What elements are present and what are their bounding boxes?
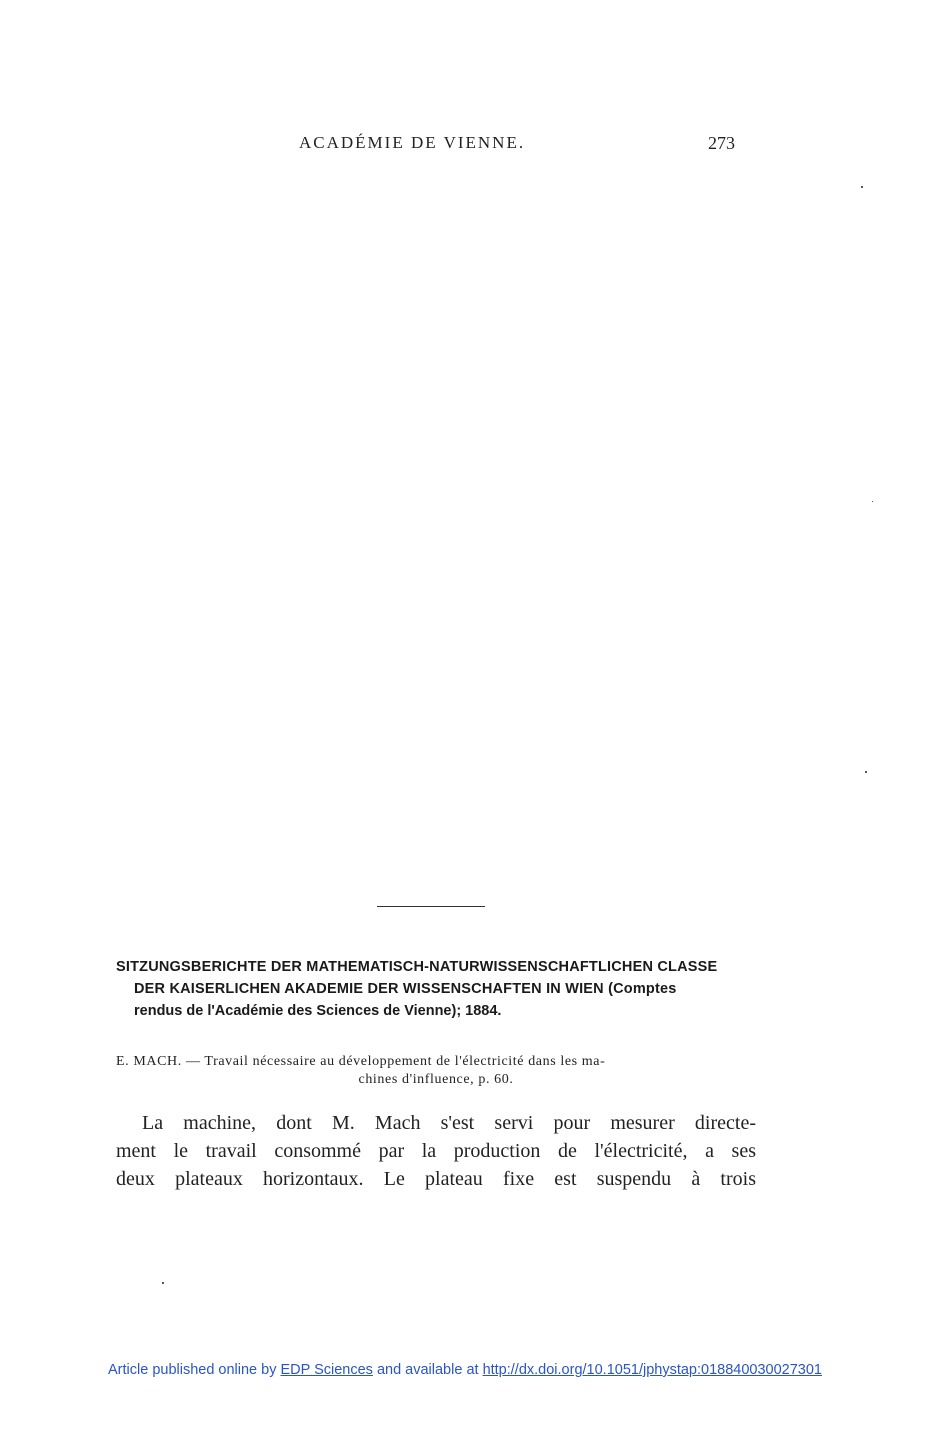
body-line: deux plateaux horizontaux. Le plateau fixe est suspendu à trois [116,1168,756,1190]
section-divider [377,906,485,907]
body-line: ment le travail consommé par la production de l'électricité, a ses [116,1140,756,1162]
scan-speck [872,501,873,502]
heading-line: SITZUNGSBERICHTE DER MATHEMATISCH-NATURWISSENSCHAFTLICHEN CLASSE [116,959,718,975]
section-heading [116,956,756,1022]
page-number: 273 [708,133,735,153]
reference-line: E. MACH. — Travail nécessaire au développement de l'électricité dans les ma- [116,1054,606,1069]
footer-prefix: Article published online by [108,1362,277,1378]
scan-speck [162,1282,164,1284]
article-reference [116,1053,756,1089]
heading-line: DER KAISERLICHEN AKADEMIE DER WISSENSCHAFTEN IN WIEN (Comptes [134,981,677,997]
body-line: La machine, dont M. Mach s'est servi pour mesurer directe- [142,1112,756,1134]
footer-middle: and available at [376,1362,479,1378]
running-head: ACADÉMIE DE VIENNE. [299,133,526,152]
article-body [116,1109,756,1193]
scan-speck [861,186,863,188]
scan-speck [865,771,867,773]
publication-footer [0,1362,930,1378]
doi-link[interactable]: http://dx.doi.org/10.1051/jphystap:018840030027301 [482,1362,822,1378]
publisher-link[interactable]: EDP Sciences [280,1362,373,1378]
reference-line: chines d'influence, p. 60. [358,1072,514,1087]
heading-line: rendus de l'Académie des Sciences de Vienne); 1884. [134,1003,502,1019]
